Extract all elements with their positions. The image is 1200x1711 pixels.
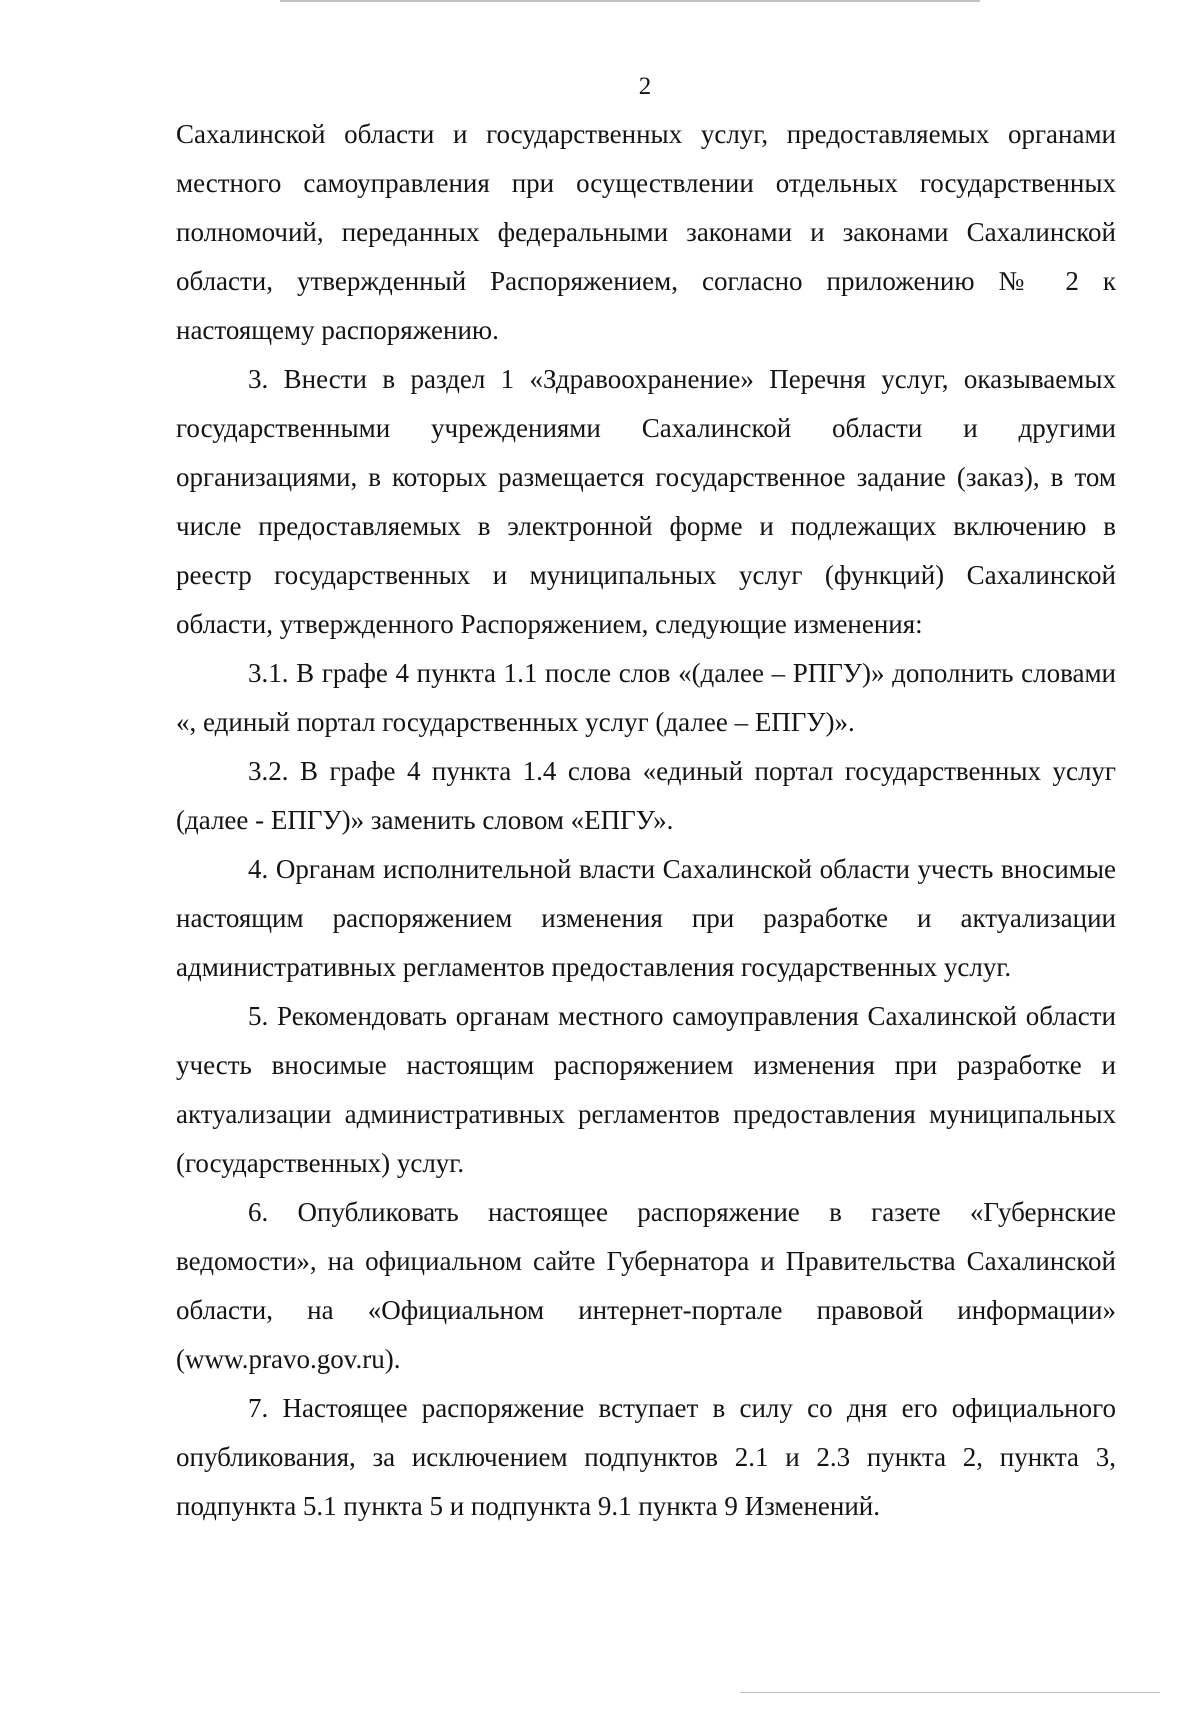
paragraph-item-3: 3. Внести в раздел 1 «Здравоохранение» Перечня услуг, оказываемых государственными учреждениями Сахалинской области и другими организациями, в которых размещается государственное задание (заказ), в том числе предоставляемых в электронной форме и подлежащих включению в реестр государственных и муниципальных услуг (функций) Сахалинской области, утвержденного Распоряжением, следующие изменения: (176, 364, 1116, 639)
paragraph-item-7: 7. Настоящее распоряжение вступает в силу со дня его официального опубликования, за исключением подпунктов 2.1 и 2.3 пункта 2, пункта 3, подпункта 5.1 пункта 5 и подпункта 9.1 пункта 9 Изменений. (176, 1393, 1116, 1521)
paragraph-item-6: 6. Опубликовать настоящее распоряжение в газете «Губернские ведомости», на официальном сайте Губернатора и Правительства Сахалинской области, на «Официальном интернет-портале правовой информации» (www.pravo.gov.ru). (176, 1197, 1116, 1374)
document-body (176, 110, 1116, 1531)
page-number: 2 (638, 73, 652, 100)
paragraph-item-4: 4. Органам исполнительной власти Сахалинской области учесть вносимые настоящим распоряжением изменения при разработке и актуализации административных регламентов предоставления государственных услуг. (176, 854, 1116, 982)
paragraph-item-3-1: 3.1. В графе 4 пункта 1.1 после слов «(далее – РПГУ)» дополнить словами «, единый портал государственных услуг (далее – ЕПГУ)». (176, 658, 1116, 737)
paragraph-item-3-2: 3.2. В графе 4 пункта 1.4 слова «единый портал государственных услуг (далее - ЕПГУ)» заменить словом «ЕПГУ». (176, 756, 1116, 835)
paragraph-item-5: 5. Рекомендовать органам местного самоуправления Сахалинской области учесть вносимые настоящим распоряжением изменения при разработке и актуализации административных регламентов предоставления муниципальных (государственных) услуг. (176, 1001, 1116, 1178)
paragraph-continuation: Сахалинской области и государственных услуг, предоставляемых органами местного самоуправления при осуществлении отдельных государственных полномочий, переданных федеральными законами и законами Сахалинской области, утвержденный Распоряжением, согласно приложению № 2 к настоящему распоряжению. (176, 119, 1116, 345)
scan-edge-line (740, 1692, 1160, 1693)
scan-edge-line (280, 0, 980, 2)
